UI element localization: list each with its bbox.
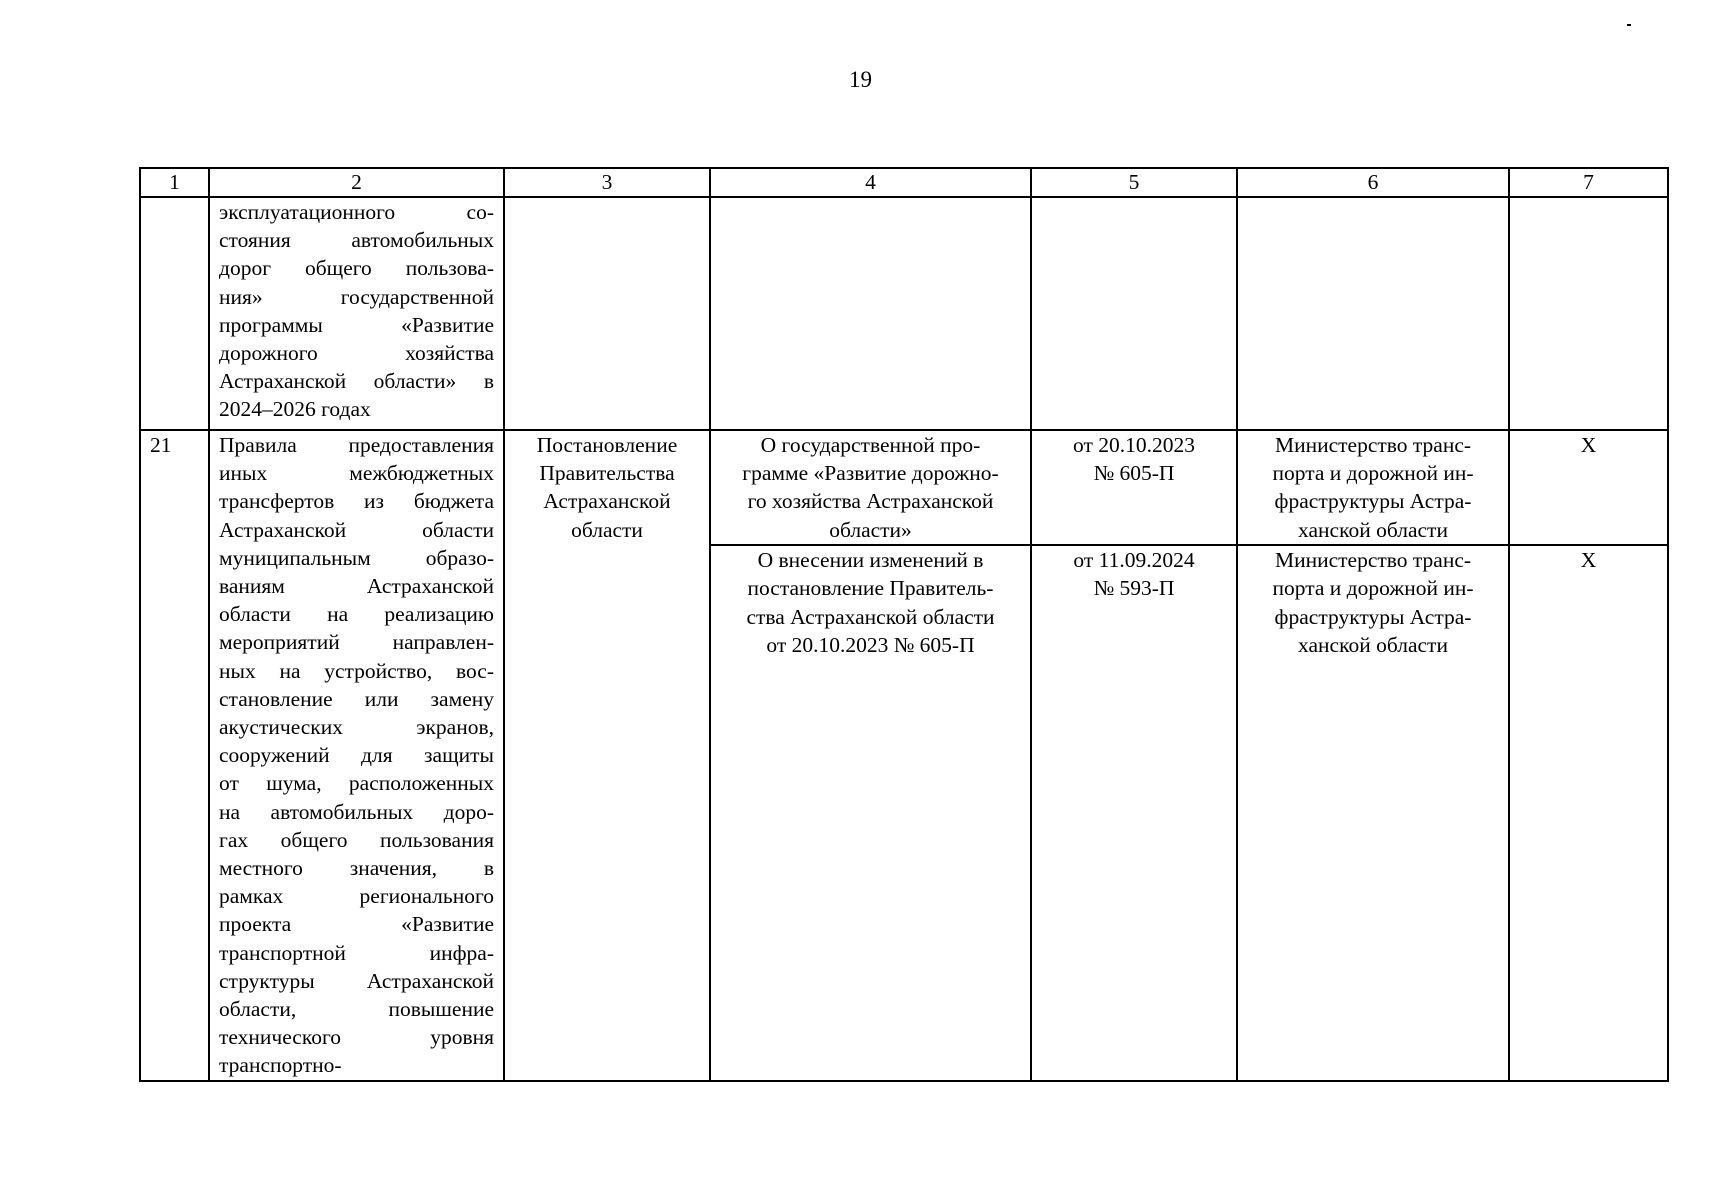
text-line: от 20.10.2023 № 605-П <box>766 632 975 657</box>
text-line: транспортно- <box>219 1053 342 1078</box>
text-line: проекта «Развитие <box>219 912 494 937</box>
text-line: области <box>571 517 643 542</box>
row-21-entry-2-date-cell <box>1031 545 1237 1081</box>
text-line: эксплуатационного со- <box>219 200 494 224</box>
row-21-number-cell: 21 <box>140 430 209 1081</box>
text-line: муниципальным образо- <box>219 545 494 570</box>
entry-1-date: от 20.10.2023 <box>1073 433 1195 457</box>
header-col-1: 1 <box>140 168 209 197</box>
row-21-entry-1-authority-cell <box>1237 430 1509 545</box>
text-line: Министерство транс- <box>1274 433 1472 457</box>
text-line: фраструктуры Астра- <box>1274 489 1472 514</box>
text-line: трансфертов из бюджета <box>219 489 494 514</box>
row-21-entry-2-authority-cell <box>1237 545 1509 1081</box>
text-line: ханской области <box>1298 632 1448 657</box>
entry-2-number: № 593-П <box>1093 576 1175 601</box>
text-line: Постановление <box>536 433 678 457</box>
continuation-date-cell <box>1031 197 1237 430</box>
text-line: стояния автомобильных <box>219 228 494 253</box>
text-line: фраструктуры Астра- <box>1274 604 1472 629</box>
text-line: иных межбюджетных <box>219 461 494 486</box>
text-line: Астраханской области <box>219 517 494 542</box>
row-21-act-type-cell <box>504 430 710 1081</box>
table-row-21 <box>140 430 1668 545</box>
text-line: Правила предоставления <box>219 433 494 457</box>
text-line: технического уровня <box>219 1025 494 1050</box>
text-line: области» <box>829 517 912 542</box>
row-21-entry-2-title-cell <box>710 545 1031 1081</box>
entry-1-number: № 605-П <box>1093 461 1175 486</box>
text-line: области на реализацию <box>219 602 494 627</box>
row-21-entry-1-date-cell <box>1031 430 1237 545</box>
text-line: рамках регионального <box>219 884 494 909</box>
text-line: ства Астраханской области <box>746 604 995 629</box>
text-line: становление или замену <box>219 686 494 711</box>
header-col-2: 2 <box>209 168 504 197</box>
text-line: порта и дорожной ин- <box>1272 576 1474 601</box>
continuation-number-cell <box>140 197 209 430</box>
continuation-mark-cell <box>1509 197 1668 430</box>
text-line: сооружений для защиты <box>219 743 494 768</box>
row-21-entry-1-mark-cell: Х <box>1509 430 1668 545</box>
header-col-4: 4 <box>710 168 1031 197</box>
header-col-7: 7 <box>1509 168 1668 197</box>
text-line: ных на устройство, вос- <box>219 658 494 683</box>
text-line: акустических экранов, <box>219 715 494 740</box>
text-line: Министерство транс- <box>1274 548 1472 573</box>
text-line: О государственной про- <box>760 433 981 457</box>
text-line: структуры Астраханской <box>219 968 494 993</box>
continuation-name-cell <box>209 197 504 430</box>
header-row <box>140 168 1668 197</box>
text-line: программы «Развитие <box>219 312 494 337</box>
text-line: гах общего пользования <box>219 827 494 852</box>
text-line: 2024–2026 годах <box>219 397 371 422</box>
text-line: грамме «Развитие дорожно- <box>742 461 999 486</box>
text-line: на автомобильных доро- <box>219 799 494 824</box>
text-line: дорожного хозяйства <box>219 341 494 366</box>
text-line: транспортной инфра- <box>219 940 494 965</box>
text-line: ханской области <box>1298 517 1448 542</box>
continuation-title-cell <box>710 197 1031 430</box>
table-row-continuation <box>140 197 1668 430</box>
header-col-6: 6 <box>1237 168 1509 197</box>
text-line: порта и дорожной ин- <box>1272 461 1474 486</box>
text-line: местного значения, в <box>219 856 494 881</box>
text-line: О внесении изменений в <box>757 548 984 573</box>
text-line: Астраханской области» в <box>219 369 494 394</box>
text-line: дорог общего пользова- <box>219 256 494 281</box>
header-col-3: 3 <box>504 168 710 197</box>
text-line: от шума, расположенных <box>219 771 494 796</box>
page-number: 19 <box>849 67 872 92</box>
text-line: Астраханской <box>543 489 671 514</box>
text-line: мероприятий направлен- <box>219 630 494 655</box>
row-21-entry-1-title-cell <box>710 430 1031 545</box>
scan-speck <box>1627 24 1631 26</box>
row-21-name-cell <box>209 430 504 1081</box>
header-col-5: 5 <box>1031 168 1237 197</box>
text-line: ваниям Астраханской <box>219 574 494 599</box>
text-line: Правительства <box>539 461 675 486</box>
continuation-authority-cell <box>1237 197 1509 430</box>
text-line: ния» государственной <box>219 284 494 309</box>
text-line: области, повышение <box>219 997 494 1022</box>
continuation-act-type-cell <box>504 197 710 430</box>
regulations-table <box>139 167 1669 1082</box>
text-line: постановление Правитель- <box>747 576 994 601</box>
text-line: го хозяйства Астраханской <box>747 489 994 514</box>
entry-2-date: от 11.09.2024 <box>1073 548 1195 573</box>
row-21-entry-2-mark-cell: Х <box>1509 545 1668 1081</box>
